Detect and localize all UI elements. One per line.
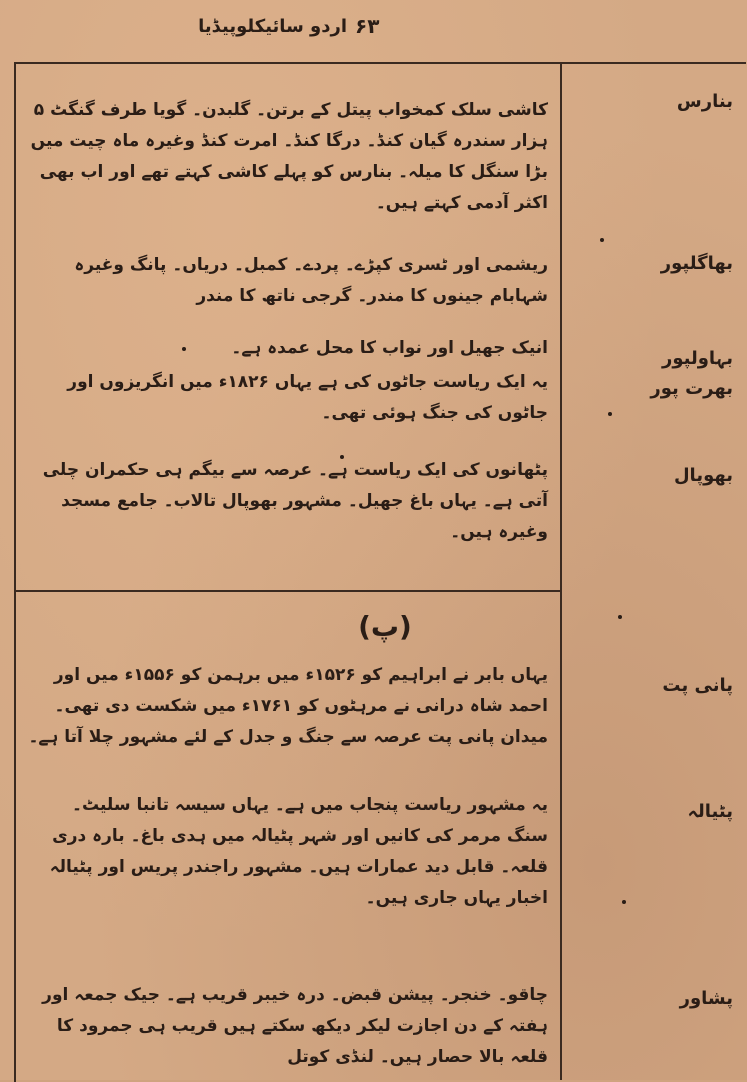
entry-description-bhopal: پٹھانوں کی ایک ریاست ہے۔ عرصہ سے بیگم ہی حکمران چلی آتی ہے۔ یہاں باغ جھیل۔ مشہور بھوپال تالاب۔ جامع مسجد وغیرہ ہیں۔ bbox=[42, 460, 548, 542]
place-name-patiala: پٹیالہ bbox=[687, 801, 733, 822]
place-name-bhopal: بھوپال bbox=[673, 465, 733, 486]
ink-dot bbox=[600, 238, 604, 242]
entry-description-peshawar: چاقو۔ خنجر۔ پیشن قبض۔ درہ خیبر قریب ہے۔ جیک جمعہ اور ہفتہ کے دن اجازت لیکر دیکھ سکتے ہیں قریب ہی جمرود کا قلعہ بالا حصار ہیں۔ لنڈی کوتل bbox=[42, 985, 548, 1067]
descriptions-column bbox=[28, 75, 548, 1075]
ink-dot bbox=[618, 615, 622, 619]
place-name-panipat: پانی پت bbox=[662, 675, 733, 696]
column-divider bbox=[560, 62, 562, 1080]
place-name-banaras: بنارس bbox=[676, 91, 733, 112]
entry-description-bahawalpur: انیک جھیل اور نواب کا محل عمدہ ہے۔ bbox=[231, 338, 548, 358]
entry-description-bharatpur: یہ ایک ریاست جاٹوں کی ہے یہاں ۱۸۲۶ء میں انگریزوں اور جاٹوں کی جنگ ہوئی تھی۔ bbox=[67, 372, 548, 423]
book-title: اردو سائیکلوپیڈیا bbox=[198, 16, 347, 37]
place-name-bhagalpur: بھاگلپور bbox=[660, 253, 733, 274]
ink-dot bbox=[608, 412, 612, 416]
place-name-bahawalpur: بہاولپور bbox=[661, 348, 733, 369]
place-name-peshawar: پشاور bbox=[679, 988, 733, 1009]
entry-description-panipat: یہاں بابر نے ابراہیم کو ۱۵۲۶ء میں برہمن کو ۱۵۵۶ء میں اور احمد شاہ درانی نے مرہٹوں کو ۱۷۶۱ء میں شکست دی تھی۔ میدان پانی پت عرصہ سے جنگ و جدل کے لئے مشہور چلا آتا ہے۔ bbox=[28, 665, 548, 747]
ink-dot bbox=[182, 347, 186, 351]
entry-description-banaras: کاشی سلک کمخواب پیتل کے برتن۔ گلبدن۔ گویا طرف گنگٹ ۵ ہزار سندرہ گیان کنڈ۔ درگا کنڈ۔ امرت کنڈ وغیرہ ماہ چیت میں بڑا سنگل کا میلہ۔ بنارس کو پہلے کاشی کہتے تھے اور اب بھی اکثر آدمی کہتے ہیں۔ bbox=[30, 100, 548, 213]
entry-description-patiala: یہ مشہور ریاست پنجاب میں ہے۔ یہاں سیسہ تانبا سلیٹ۔ سنگ مرمر کی کانیں اور شہر پٹیالہ میں ہدی باغ۔ بارہ دری قلعہ۔ قابل دید عمارات ہیں۔ مشہور راجندر پریس اور پٹیالہ اخبار یہاں جاری ہیں۔ bbox=[49, 795, 548, 908]
page-number: ۶۳ bbox=[355, 14, 380, 38]
page-header bbox=[0, 0, 747, 60]
place-name-bharatpur: بھرت پور bbox=[650, 378, 733, 399]
entry-description-bhagalpur: ریشمی اور ٹسری کپڑے۔ پردے۔ کمبل۔ دریاں۔ پانگ وغیرہ شہابام جینوں کا مندر۔ گرجی ناتھ کا مندر bbox=[74, 255, 548, 306]
ink-dot bbox=[622, 900, 626, 904]
section-heading: (پ) bbox=[358, 610, 412, 643]
ink-dot bbox=[340, 455, 344, 459]
